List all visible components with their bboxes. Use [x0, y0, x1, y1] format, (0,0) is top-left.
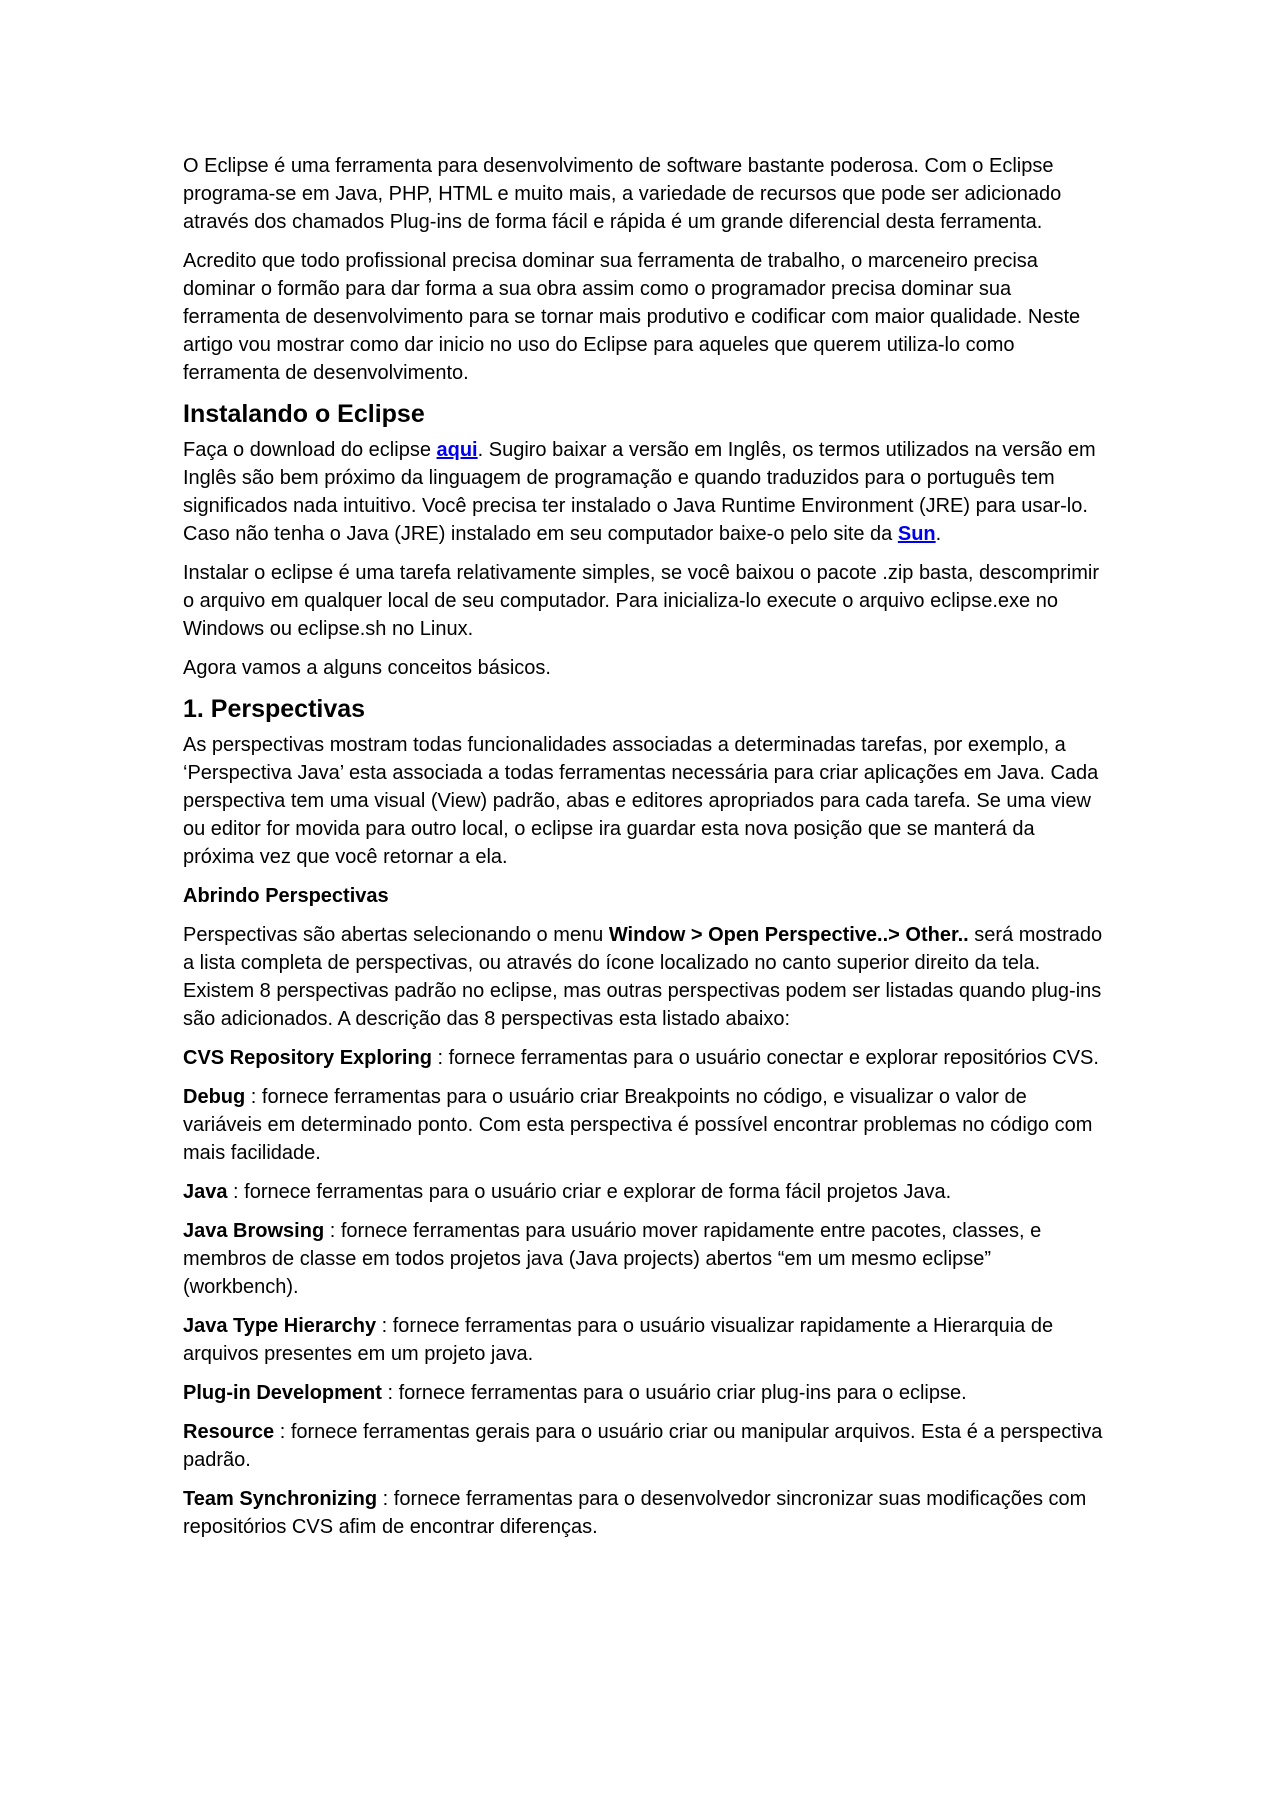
document-body: [183, 152, 1108, 1552]
install-paragraph-3: Agora vamos a alguns conceitos básicos.: [183, 657, 551, 679]
section-heading-install: Instalando o Eclipse: [183, 400, 425, 428]
perspective-description: : fornece ferramentas para o usuário conectar e explorar repositórios CVS.: [431, 1047, 1099, 1069]
perspective-description: : fornece ferramentas para o usuário visualizar rapidamente a Hierarquia de arquivos presentes em um projeto java.: [183, 1315, 1054, 1365]
install-paragraph-2: Instalar o eclipse é uma tarefa relativamente simples, se você baixou o pacote .zip basta, descomprimir o arquivo em qualquer local de seu computador. Para inicializa-lo execute o arquivo eclipse.exe no Windows ou eclipse.sh no Linux.: [183, 562, 1099, 640]
install-text-before-link: Faça o download do eclipse: [183, 439, 437, 461]
menu-path: Window > Open Perspective..> Other..: [608, 924, 969, 946]
perspective-term: Java: [183, 1181, 228, 1203]
perspective-term: Debug: [183, 1086, 246, 1108]
intro-paragraph-1: O Eclipse é uma ferramenta para desenvolvimento de software bastante poderosa. Com o Eclipse programa-se em Java, PHP, HTML e muito mais, a variedade de recursos que pode ser adicionado através dos chamados Plug-ins de forma fácil e rápida é um grande diferencial desta ferramenta.: [183, 155, 1062, 233]
install-paragraph-1: [183, 436, 1108, 548]
perspective-item: [183, 1418, 1108, 1474]
perspective-description: : fornece ferramentas para usuário mover rapidamente entre pacotes, classes, e membros de classe em todos projetos java (Java projects) abertos “em um mesmo eclipse” (workbench).: [183, 1220, 1042, 1298]
intro-paragraph-2: Acredito que todo profissional precisa dominar sua ferramenta de trabalho, o marceneiro precisa dominar o formão para dar forma a sua obra assim como o programador precisa dominar sua ferramenta de desenvolvimento para se tornar mais produtivo e codificar com maior qualidade. Neste artigo vou mostrar como dar inicio no uso do Eclipse para aqueles que querem utiliza-lo como ferramenta de desenvolvimento.: [183, 250, 1081, 384]
perspective-item: [183, 1178, 1108, 1206]
menu-text-after: será mostrado a lista completa de perspectivas, ou através do ícone localizado no canto superior direito da tela. Existem 8 perspectivas padrão no eclipse, mas outras perspectivas podem ser listadas quando plug-ins são adicionados. A descrição das 8 perspectivas esta listado abaixo:: [183, 924, 1103, 1030]
perspective-item: [183, 1217, 1108, 1301]
perspective-description: : fornece ferramentas gerais para o usuário criar ou manipular arquivos. Esta é a perspectiva padrão.: [183, 1421, 1103, 1471]
perspective-item: [183, 1485, 1108, 1541]
perspective-description: : fornece ferramentas para o desenvolvedor sincronizar suas modificações com repositórios CVS afim de encontrar diferenças.: [183, 1488, 1087, 1538]
perspective-term: Plug-in Development: [183, 1382, 382, 1404]
install-text-end: .: [935, 523, 942, 545]
perspective-item: [183, 1044, 1108, 1072]
section-heading-perspectives: 1. Perspectivas: [183, 695, 366, 723]
perspective-item: [183, 1379, 1108, 1407]
perspectives-paragraph-1: As perspectivas mostram todas funcionalidades associadas a determinadas tarefas, por exemplo, a ‘Perspectiva Java’ esta associada a todas ferramentas necessária para criar aplicações em Java. Cada perspectiva tem uma visual (View) padrão, abas e editores apropriados para cada tarefa. Se uma view ou editor for movida para outro local, o eclipse ira guardar esta nova posição que se manterá da próxima vez que você retornar a ela.: [183, 734, 1099, 868]
menu-text-before: Perspectivas são abertas selecionando o menu: [183, 924, 609, 946]
perspective-term: CVS Repository Exploring: [183, 1047, 432, 1069]
perspective-term: Resource: [183, 1421, 275, 1443]
perspectives-paragraph-2: [183, 921, 1108, 1033]
perspective-term: Java Type Hierarchy: [183, 1315, 377, 1337]
sun-link[interactable]: Sun: [897, 523, 936, 545]
perspective-term: Java Browsing: [183, 1220, 325, 1242]
perspective-description: : fornece ferramentas para o usuário criar e explorar de forma fácil projetos Java.: [227, 1181, 952, 1203]
perspective-item: [183, 1083, 1108, 1167]
download-link[interactable]: aqui: [436, 439, 478, 461]
perspective-description: : fornece ferramentas para o usuário criar plug-ins para o eclipse.: [381, 1382, 967, 1404]
install-text-middle: . Sugiro baixar a versão em Inglês, os termos utilizados na versão em Inglês são bem próximo da linguagem de programação e quando traduzidos para o português tem significados nada intuitivo. Você precisa ter instalado o Java Runtime Environment (JRE) para usar-lo. Caso não tenha o Java (JRE) instalado em seu computador baixe-o pelo site da: [183, 439, 1096, 545]
subheading-opening-perspectives: Abrindo Perspectivas: [183, 885, 389, 907]
perspective-term: Team Synchronizing: [183, 1488, 378, 1510]
perspective-item: [183, 1312, 1108, 1368]
perspective-description: : fornece ferramentas para o usuário criar Breakpoints no código, e visualizar o valor de variáveis em determinado ponto. Com esta perspectiva é possível encontrar problemas no código com mais facilidade.: [183, 1086, 1093, 1164]
